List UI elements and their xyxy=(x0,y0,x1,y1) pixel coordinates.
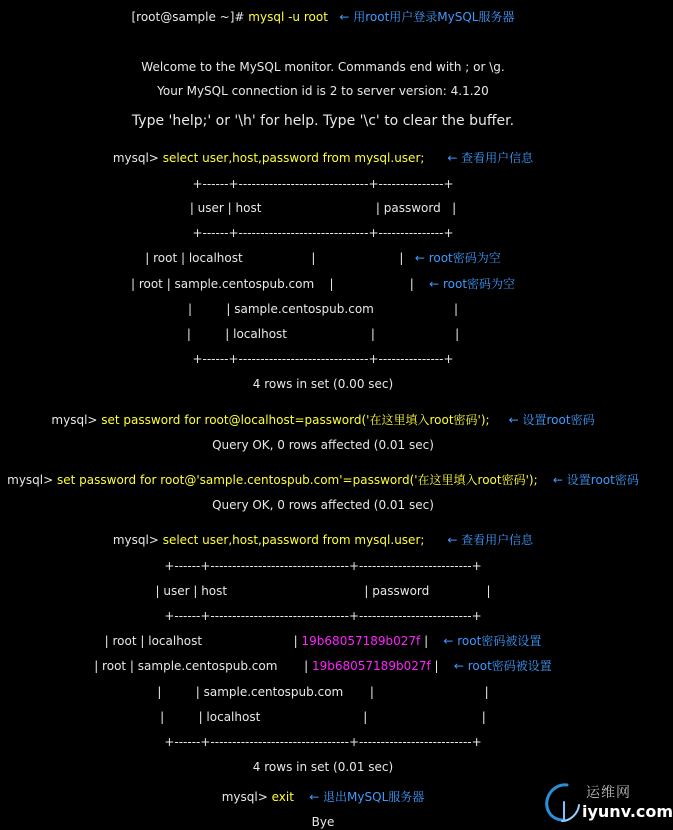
query1-command: select user,host,password from mysql.user; xyxy=(162,151,425,165)
table2-row3-end: | xyxy=(484,685,489,699)
table2-header-end: | xyxy=(486,584,491,598)
table1-border-bottom: +------+------------------------------+---------------+ xyxy=(192,352,454,366)
table1-row-4 xyxy=(0,326,646,342)
table1-row4-left: | xyxy=(186,327,191,341)
table2-row4-end: | xyxy=(481,710,486,724)
set1-line xyxy=(0,412,646,428)
table2-row2-end: | xyxy=(434,659,439,673)
table1-summary: 4 rows in set (0.00 sec) xyxy=(252,377,394,391)
table2-row2-left: | root | sample.centospub.com xyxy=(94,659,278,673)
table1-header-left: | user | host xyxy=(189,201,262,215)
table2-row1-sep: | xyxy=(293,634,298,648)
query2-command: select user,host,password from mysql.user; xyxy=(162,533,425,547)
table1-row1-right: | xyxy=(399,251,404,265)
set2-note: ← 设置root密码 xyxy=(552,473,639,487)
welcome-line-3: Type 'help;' or '\h' for help. Type '\c' to clear the buffer. xyxy=(131,113,515,129)
set1-note: ← 设置root密码 xyxy=(508,413,595,427)
watermark-text-bottom: iyunv.com xyxy=(582,802,673,821)
table2-row-3 xyxy=(0,684,646,700)
table1-row4-host: | localhost xyxy=(225,327,287,341)
table1-row-3 xyxy=(0,301,646,317)
table1-row2-sep: | xyxy=(329,277,334,291)
set2-line xyxy=(0,472,646,488)
table2-row-1 xyxy=(0,633,646,649)
table2-header-right: | password xyxy=(364,584,430,598)
exit-note: ← 退出MySQL服务器 xyxy=(309,790,425,804)
table1-row-2 xyxy=(0,276,646,292)
table1-row1-note: ← root密码为空 xyxy=(414,251,501,265)
table1-row3-right: | xyxy=(453,302,458,316)
set1-command: set password for root@localhost=password('在这里填入root密码'); xyxy=(101,413,490,427)
table1-row2-right: | xyxy=(409,277,414,291)
exit-command: exit xyxy=(271,790,294,804)
mysql-prompt: mysql> xyxy=(112,533,163,547)
query1-line xyxy=(0,150,646,166)
table1-row4-right: | xyxy=(455,327,460,341)
table2-border-mid: +------+--------------------------------+--------------------------+ xyxy=(164,609,482,623)
table1-row-1 xyxy=(0,250,646,266)
watermark-logo xyxy=(538,778,673,826)
query2-note: ← 查看用户信息 xyxy=(447,533,534,547)
table2-row3-sep: | xyxy=(369,685,374,699)
login-note: ← 用root用户登录MySQL服务器 xyxy=(339,10,515,24)
table2-row-2 xyxy=(0,658,646,674)
query2-line xyxy=(0,532,646,548)
table1-header-right: | password | xyxy=(375,201,457,215)
table2-row4-left: | xyxy=(160,710,165,724)
table2-row2-note: ← root密码被设置 xyxy=(453,659,552,673)
table2-border-bottom: +------+--------------------------------+--------------------------+ xyxy=(164,735,482,749)
table1-row3-host: | sample.centospub.com xyxy=(226,302,374,316)
shell-prompt: [root@sample ~]# xyxy=(131,10,249,24)
table1-row1-sep: | xyxy=(311,251,316,265)
set2-result: Query OK, 0 rows affected (0.01 sec) xyxy=(212,498,434,512)
table2-row4-sep: | xyxy=(363,710,368,724)
table1-border-top: +------+------------------------------+---------------+ xyxy=(192,177,454,191)
login-line xyxy=(0,9,646,25)
set2-command: set password for root@'sample.centospub.com'=password('在这里填入root密码'); xyxy=(57,473,538,487)
table2-row1-note: ← root密码被设置 xyxy=(443,634,542,648)
table2-row1-left: | root | localhost xyxy=(104,634,203,648)
table2-row3-left: | xyxy=(157,685,162,699)
table2-row4-host: | localhost xyxy=(198,710,261,724)
table2-summary: 4 rows in set (0.01 sec) xyxy=(252,760,394,774)
table1-row2-note: ← root密码为空 xyxy=(429,277,516,291)
bye-line: Bye xyxy=(311,815,335,829)
table2-row3-host: | sample.centospub.com xyxy=(195,685,344,699)
table2-row-4 xyxy=(0,709,646,725)
set1-result: Query OK, 0 rows affected (0.01 sec) xyxy=(212,438,434,452)
table2-row1-password: 19b68057189b027f xyxy=(301,634,421,648)
table2-row2-password: 19b68057189b027f xyxy=(311,659,431,673)
table2-header xyxy=(0,583,646,599)
watermark-swirl-icon xyxy=(542,780,586,824)
welcome-line-1: Welcome to the MySQL monitor. Commands end with ; or \g. xyxy=(141,60,505,74)
table2-row1-end: | xyxy=(424,634,429,648)
query1-note: ← 查看用户信息 xyxy=(447,151,534,165)
watermark-text-top: 运维网 xyxy=(586,785,631,801)
table1-row4-sep: | xyxy=(370,327,375,341)
table1-row3-left: | xyxy=(187,302,193,316)
table2-border-top: +------+--------------------------------+--------------------------+ xyxy=(164,559,482,573)
mysql-prompt: mysql> xyxy=(7,473,58,487)
table1-header xyxy=(0,200,646,216)
mysql-prompt: mysql> xyxy=(51,413,102,427)
table1-row1-left: | root | localhost xyxy=(145,251,243,265)
mysql-prompt: mysql> xyxy=(112,151,163,165)
table2-row2-sep: | xyxy=(304,659,309,673)
table2-header-left: | user | host xyxy=(155,584,228,598)
table1-border-mid: +------+------------------------------+---------------+ xyxy=(192,226,454,240)
welcome-line-2: Your MySQL connection id is 2 to server version: 4.1.20 xyxy=(157,84,489,98)
login-command: mysql -u root xyxy=(248,10,328,24)
mysql-prompt: mysql> xyxy=(221,790,272,804)
table1-row2-left: | root | sample.centospub.com xyxy=(130,277,315,291)
